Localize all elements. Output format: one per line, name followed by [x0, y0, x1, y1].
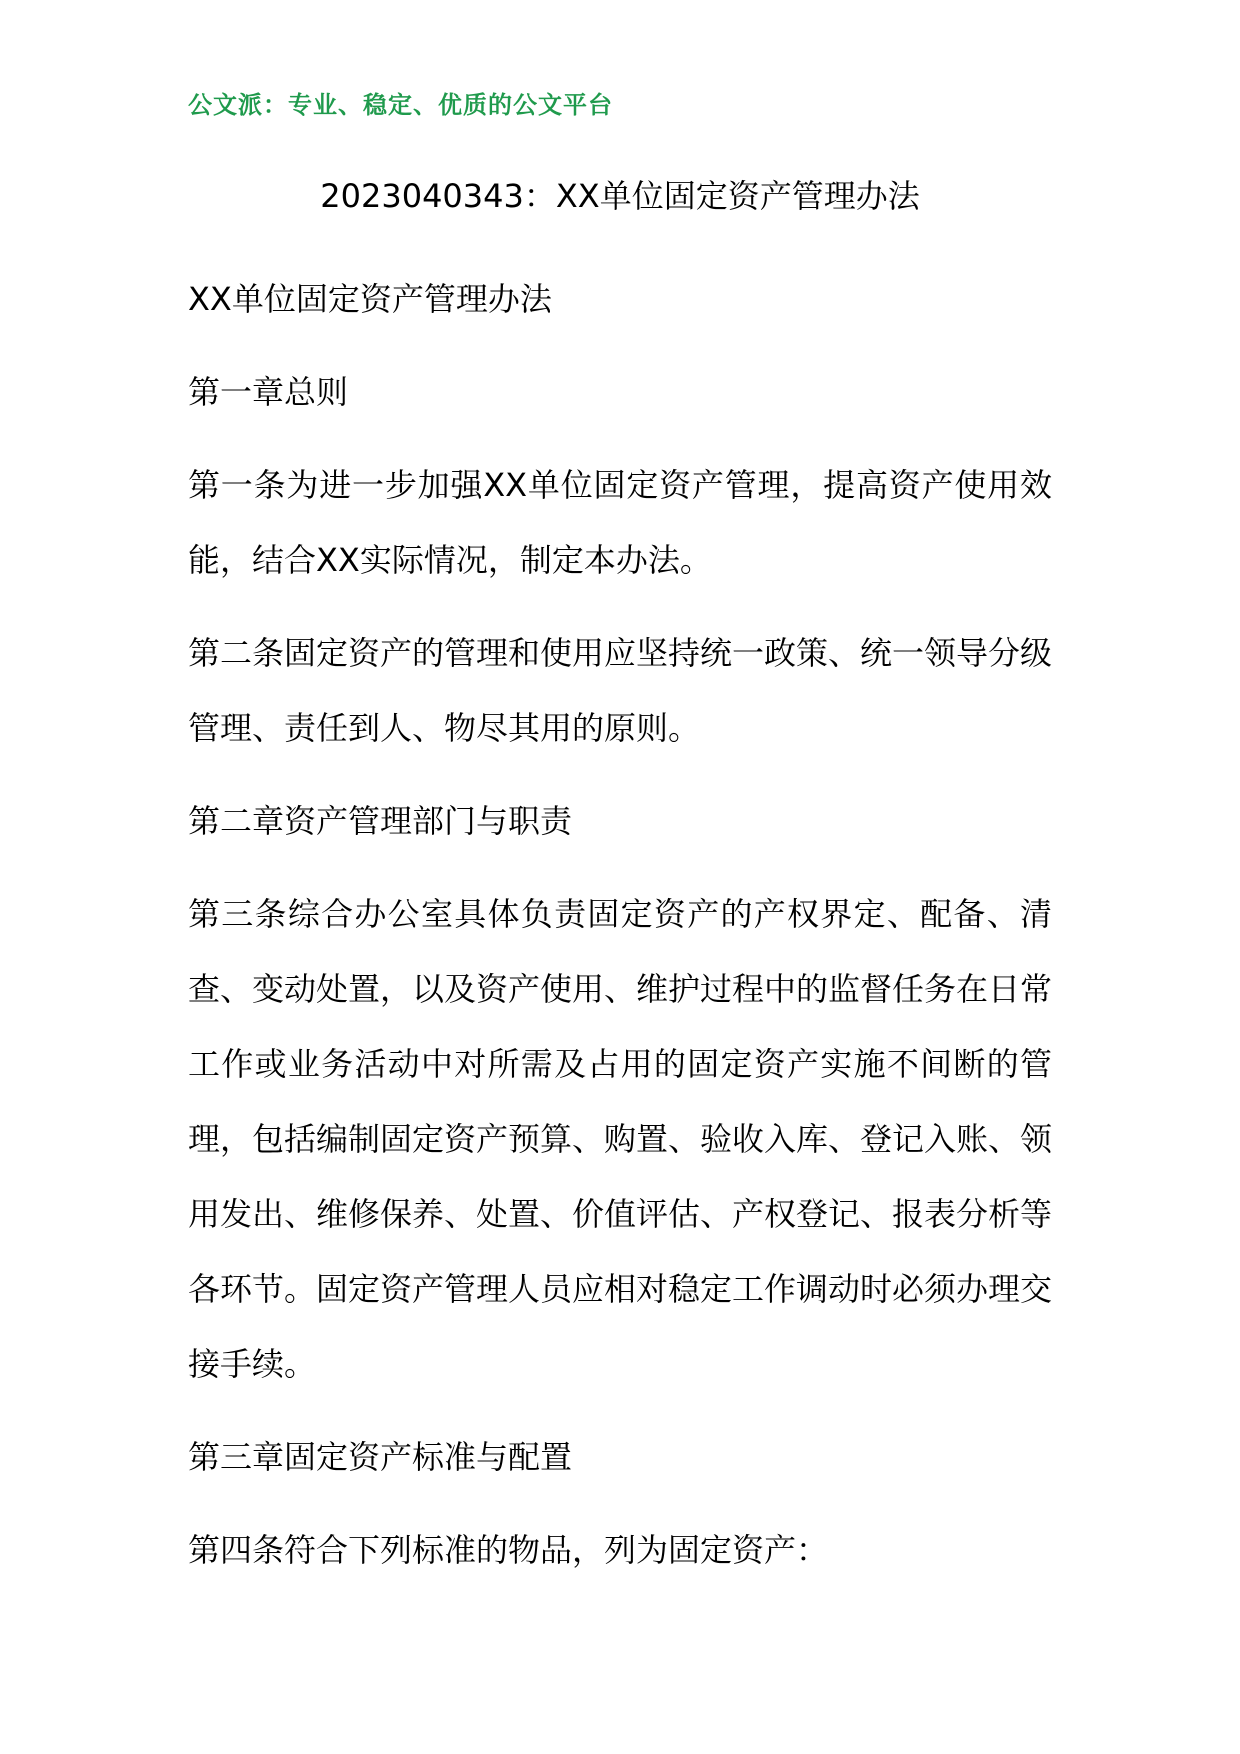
chapter-heading-1: 第一章总则	[188, 373, 349, 411]
site-banner: 公文派：专业、稳定、优质的公文平台	[188, 90, 613, 119]
article-4: 第四条符合下列标准的物品，列为固定资产：	[188, 1531, 829, 1569]
heading-document-name: XX单位固定资产管理办法	[188, 280, 552, 318]
document-title: 2023040343：XX单位固定资产管理办法	[320, 177, 920, 215]
article-3: 第三条综合办公室具体负责固定资产的产权界定、配备、清查、变动处置，以及资产使用、维护过程中的监督任务在日常工作或业务活动中对所需及占用的固定资产实施不间断的管理，包括编制固定资产预算、购置、验收入库、登记入账、领用发出、维修保养、处置、价值评估、产权登记、报表分析等各环节。固定资产管理人员应相对稳定工作调动时必须办理交接手续。	[188, 895, 1053, 1383]
article-2: 第二条固定资产的管理和使用应坚持统一政策、统一领导分级管理、责任到人、物尽其用的原则。	[188, 634, 1053, 747]
chapter-heading-2: 第二章资产管理部门与职责	[188, 802, 573, 840]
article-1: 第一条为进一步加强XX单位固定资产管理，提高资产使用效能，结合XX实际情况，制定本办法。	[188, 466, 1052, 579]
document-body	[188, 262, 1052, 1606]
chapter-heading-3: 第三章固定资产标准与配置	[188, 1438, 573, 1476]
